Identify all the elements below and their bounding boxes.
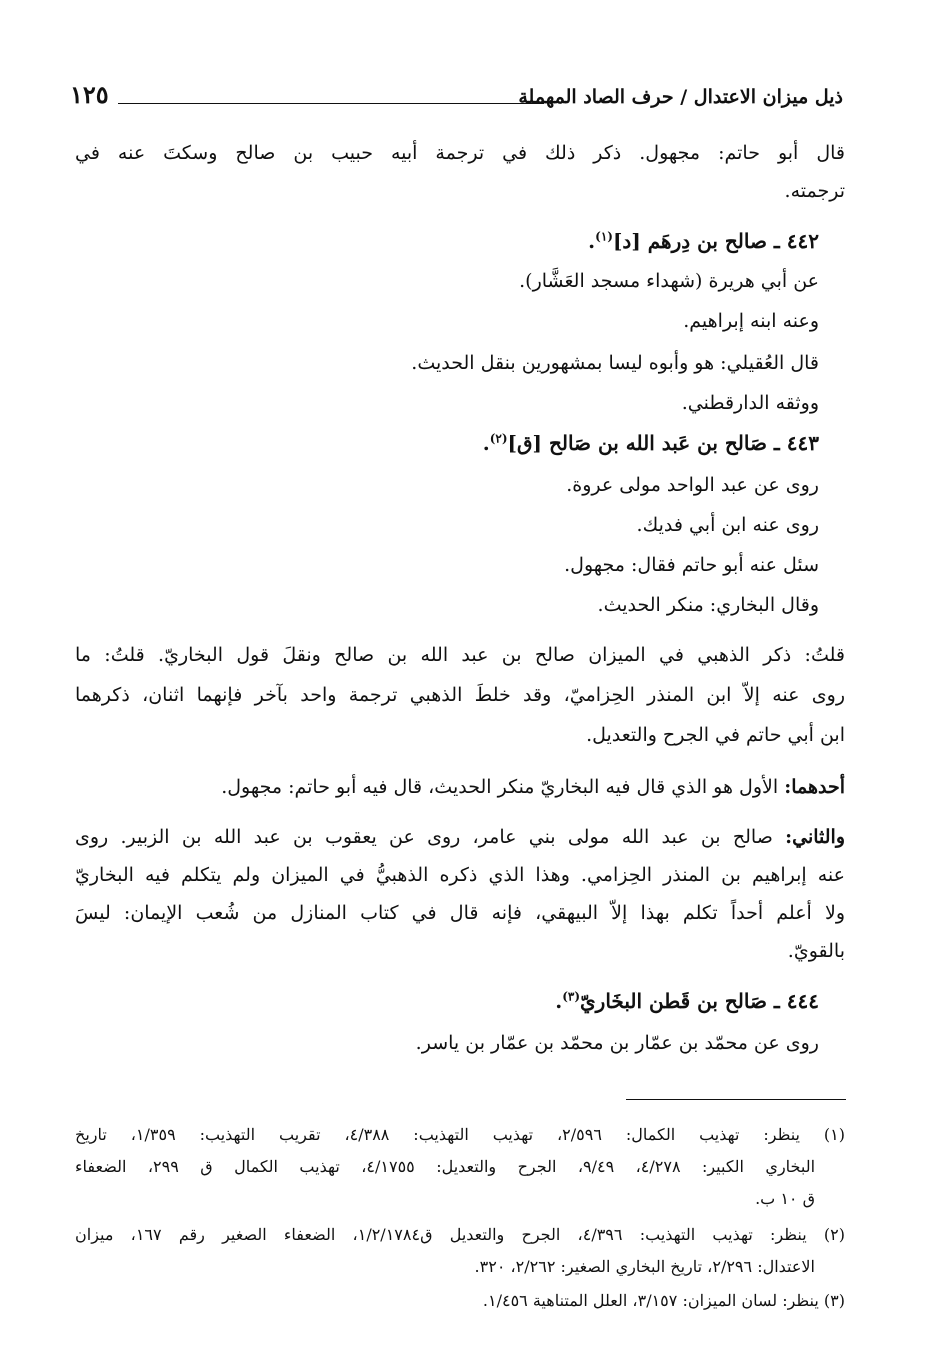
entry-443-line-3: سئل عنه أبو حاتم فقال: مجهول. xyxy=(564,554,819,576)
second-of-two-line-3: ولا أعلم أحداً تكلم بهذا إلاّ البيهقي، فإنه قال في كتاب المنازل من شُعب الإيمان: ليسَ xyxy=(75,902,845,924)
footnote-1-line-1: (١) ينظر: تهذيب الكمال: ٢/٥٩٦، تهذيب التهذيب: ٤/٣٨٨، تقريب التهذيب: ١/٣٥٩، تاريخ xyxy=(75,1125,845,1144)
first-of-two-paragraph: أحدهما: الأول هو الذي قال فيه البخاريّ منكر الحديث، قال فيه أبو حاتم: مجهول. xyxy=(221,776,845,798)
entry-443-heading: ٤٤٣ ـ صَالح بن عَبد الله بن صَالح [ق]$^{(٢)}$. xyxy=(482,431,819,455)
entry-444-title: ٤٤٤ ـ صَالح بن قَطن البخَاريّ xyxy=(580,989,819,1013)
note-paragraph-line-2: روى عنه إلاّ ابن المنذر الحِزاميّ، وقد خلطَ الذهبي ترجمة واحد بآخر فإنهما اثنان، ذكرهما xyxy=(75,684,845,706)
intro-line-2: ترجمته. xyxy=(784,180,845,202)
footnote-ref-1[interactable]: (١) xyxy=(595,229,613,244)
note-paragraph-line-3: ابن أبي حاتم في الجرح والتعديل. xyxy=(586,724,845,746)
entry-444-line-1: روى عن محمّد بن عمّار بن محمّد بن عمّار بن ياسر. xyxy=(415,1032,819,1054)
entry-442-heading: ٤٤٢ ـ صالح بن دِرهَم [د]$^{(١)}$. xyxy=(588,229,819,253)
entry-444-heading: ٤٤٤ ـ صَالح بن قَطن البخَاريّ$^{(٣)}$. xyxy=(555,989,819,1013)
footnote-separator xyxy=(626,1099,846,1100)
entry-442-line-3: قال العُقيلي: هو وأبوه ليسا بمشهورين بنقل الحديث. xyxy=(411,352,819,374)
entry-442-line-2: وعنه ابنه إبراهيم. xyxy=(683,310,819,332)
footnote-3-line-1: (٣) ينظر: لسان الميزان: ٣/١٥٧، العلل المتناهية ١/٤٥٦. xyxy=(482,1291,845,1310)
footnote-ref-2[interactable]: (٢) xyxy=(489,431,508,446)
page-number: ١٢٥ xyxy=(70,80,109,109)
footnote-2-line-1: (٢) ينظر: تهذيب التهذيب: ٤/٣٩٦، الجرح والتعديل ق١/٢/١٧٨٤، الضعفاء الصغير رقم ١٦٧، ميزان xyxy=(75,1225,846,1244)
second-of-two-line-1: والثاني: صالح بن عبد الله مولى بني عامر، روى عن يعقوب بن عبد الله بن الزبير. روى xyxy=(75,826,845,848)
footnote-2-line-2: الاعتدال: ٢/٢٩٦، تاريخ البخاري الصغير: ٢/٢٦٢، ٣٢٠. xyxy=(474,1257,815,1276)
entry-443-line-1: روى عن عبد الواحد مولى عروة. xyxy=(566,474,819,496)
entry-442-line-1: عن أبي هريرة (شهداء مسجد العَشَّار). xyxy=(519,270,819,292)
running-header-title: ذيل ميزان الاعتدال / حرف الصاد المهملة xyxy=(518,86,843,108)
entry-442-line-4: ووثقه الدارقطني. xyxy=(681,392,819,414)
entry-443-title: ٤٤٣ ـ صَالح بن عَبد الله بن صَالح [ق] xyxy=(507,431,819,455)
second-of-two-line-2: عنه إبراهيم بن المنذر الحِزامي. وهذا الذي ذكره الذهبيُّ في الميزان ولم يتكلم فيه البخاريّ xyxy=(75,864,845,886)
footnote-1-line-3: ق ١٠ ب. xyxy=(755,1189,815,1208)
footnote-1-line-2: البخاري الكبير: ٤/٢٧٨، ٩/٤٩، الجرح والتعديل: ٤/١٧٥٥، تهذيب الكمال ق ٢٩٩، الضعفاء xyxy=(75,1157,816,1176)
second-of-two-label: والثاني: xyxy=(785,826,845,848)
first-of-two-label: أحدهما: xyxy=(784,776,845,798)
note-paragraph-line-1: قلتُ: ذكر الذهبي في الميزان صالح بن عبد الله بن صالح ونقلَ قول البخاريّ. قلتُ: ما xyxy=(75,644,845,666)
entry-442-title: ٤٤٢ ـ صالح بن دِرهَم [د] xyxy=(612,229,819,253)
entry-443-line-2: روى عنه ابن أبي فديك. xyxy=(636,514,819,536)
header-rule xyxy=(118,103,544,104)
footnote-ref-3[interactable]: (٣) xyxy=(562,989,581,1004)
second-of-two-line-4: بالقويّ. xyxy=(787,940,845,962)
intro-line-1: قال أبو حاتم: مجهول. ذكر ذلك في ترجمة أبيه حبيب بن صالح وسكتَ عنه في xyxy=(75,142,845,164)
entry-443-line-4: وقال البخاري: منكر الحديث. xyxy=(597,594,819,616)
